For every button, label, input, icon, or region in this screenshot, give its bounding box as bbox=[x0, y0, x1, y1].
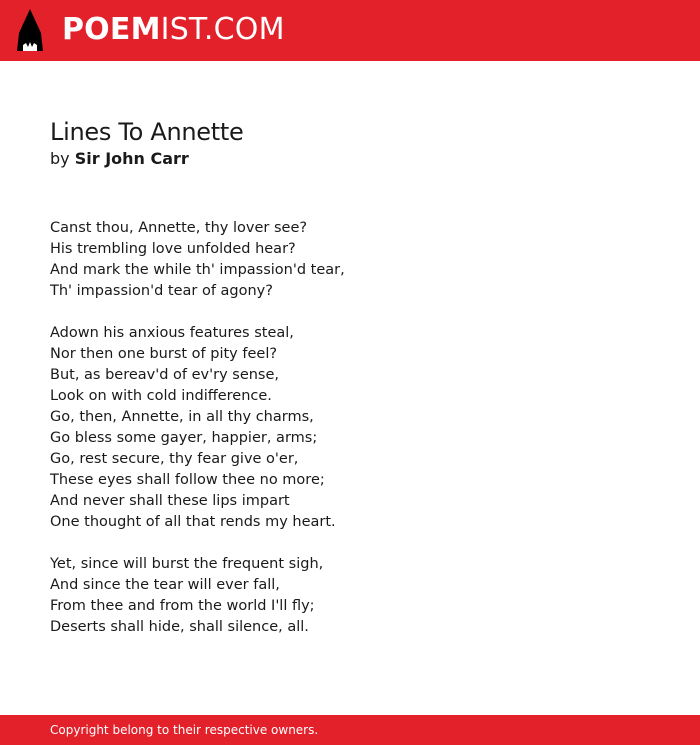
site-logo[interactable] bbox=[62, 12, 285, 48]
poem-body bbox=[50, 218, 650, 659]
stanza bbox=[50, 218, 650, 302]
poem-line: These eyes shall follow thee no more; bbox=[50, 472, 325, 488]
poem-line: Go bless some gayer, happier, arms; bbox=[50, 430, 318, 446]
stanza bbox=[50, 323, 650, 533]
logo-text-bold: POEM bbox=[62, 12, 161, 47]
poem-byline bbox=[50, 148, 189, 170]
poem-line: Nor then one burst of pity feel? bbox=[50, 346, 278, 362]
poem-line: One thought of all that rends my heart. bbox=[50, 514, 336, 530]
poem-line: Go, rest secure, thy fear give o'er, bbox=[50, 451, 299, 467]
poem-line: His trembling love unfolded hear? bbox=[50, 241, 296, 257]
poem-line: But, as bereav'd of ev'ry sense, bbox=[50, 367, 280, 383]
poem-line: Th' impassion'd tear of agony? bbox=[50, 283, 273, 299]
poem-line: Canst thou, Annette, thy lover see? bbox=[50, 220, 308, 236]
pencil-tip-icon[interactable] bbox=[17, 9, 43, 51]
poem-line: Deserts shall hide, shall silence, all. bbox=[50, 619, 309, 635]
poem-line: And since the tear will ever fall, bbox=[50, 577, 280, 593]
logo-text-light: IST.COM bbox=[160, 12, 285, 47]
poem-line: Look on with cold indifference. bbox=[50, 388, 272, 404]
poem-line: And mark the while th' impassion'd tear, bbox=[50, 262, 345, 278]
by-label: by bbox=[50, 149, 70, 168]
poem-line: From thee and from the world I'll fly; bbox=[50, 598, 315, 614]
site-footer bbox=[0, 715, 700, 745]
poem-title: Lines To Annette bbox=[50, 118, 244, 146]
stanza bbox=[50, 554, 650, 638]
site-header bbox=[0, 0, 700, 61]
copyright-text: Copyright belong to their respective owners. bbox=[50, 723, 319, 737]
poem-line: And never shall these lips impart bbox=[50, 493, 290, 509]
poem-line: Go, then, Annette, in all thy charms, bbox=[50, 409, 314, 425]
author-name[interactable]: Sir John Carr bbox=[74, 149, 189, 168]
poem-line: Yet, since will burst the frequent sigh, bbox=[50, 556, 324, 572]
poem-line: Adown his anxious features steal, bbox=[50, 325, 294, 341]
